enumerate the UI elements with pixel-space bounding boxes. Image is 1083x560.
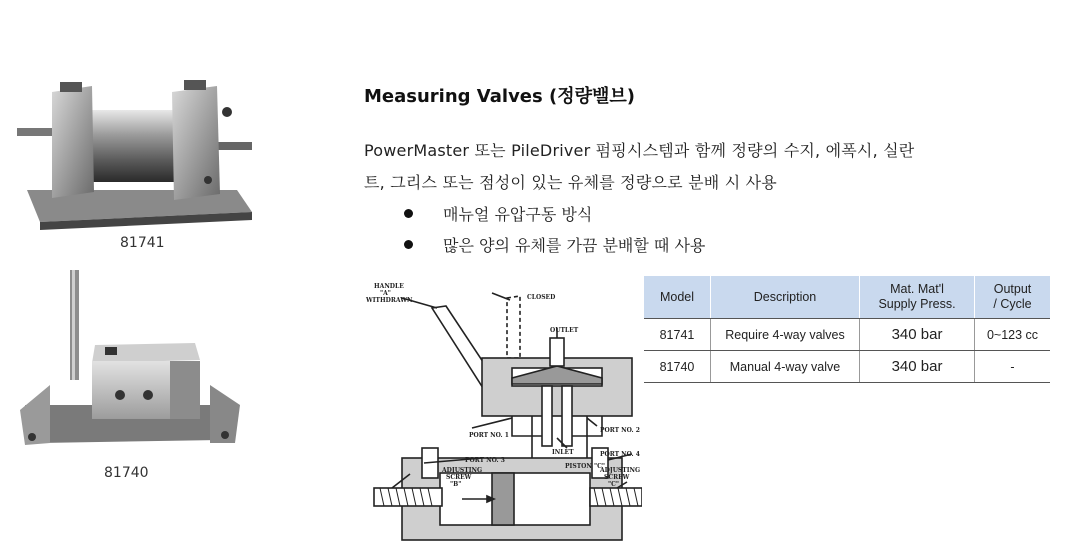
diagram-label-adjusting-c: "C" [608,481,620,488]
bullet-item [404,202,592,225]
table-header-model: Model [644,276,711,319]
diagram-label-port2: PORT NO. 2 [600,427,640,434]
diagram-label-handle: "A" [380,290,391,297]
bullet-dot-icon [404,240,413,249]
table-cell: 81740 [644,351,711,383]
diagram-label-adjusting-b: SCREW [446,474,472,481]
table-header-supply-press: Mat. Mat'l Supply Press. [860,276,975,319]
product-caption-81741: 81741 [120,235,165,251]
bullet-text: 매뉴얼 유압구동 방식 [443,205,593,224]
table-cell: 0~123 cc [975,319,1051,351]
table-header-description: Description [711,276,860,319]
table-cell: Require 4-way valves [711,319,860,351]
table-cell: 340 bar [860,351,975,383]
table-cell: - [975,351,1051,383]
product-image-81741 [12,72,258,230]
description-line-1: PowerMaster 또는 PileDriver 펌핑시스템과 함께 정량의 수지, 에폭시, 실란 [364,141,915,160]
table-header-row [644,276,1050,319]
product-image-81740 [20,265,242,455]
valve-schematic-diagram [362,278,642,550]
bullet-dot-icon [404,209,413,218]
table-row [644,319,1050,351]
table-cell: Manual 4-way valve [711,351,860,383]
bullet-item [404,233,705,256]
diagram-label-closed: CLOSED [527,294,556,301]
diagram-label-port1: PORT NO. 1 [469,432,509,439]
table-cell: 340 bar [860,319,975,351]
diagram-label-port4: PORT NO. 4 [600,451,640,458]
diagram-label-adjusting-b: "B" [450,481,462,488]
diagram-label-port3: PORT NO. 3 [465,457,505,464]
page-title: Measuring Valves (정량밸브) [364,86,635,107]
diagram-label-adjusting-c: ADJUSTING [600,467,641,474]
diagram-label-outlet: OUTLET [550,327,579,334]
product-caption-81740: 81740 [104,465,149,481]
spec-table [644,276,1050,383]
description-line-2: 트, 그리스 또는 점성이 있는 유체를 정량으로 분배 시 사용 [364,173,777,192]
diagram-label-piston: PISTON "C" [565,463,605,470]
diagram-label-inlet: INLET [552,449,574,456]
diagram-label-handle: WITHDRAWN [366,297,413,304]
diagram-label-handle: HANDLE [374,283,404,290]
table-row [644,351,1050,383]
diagram-label-adjusting-b: ADJUSTING [442,467,483,474]
diagram-label-adjusting-c: SCREW [604,474,630,481]
table-header-output: Output / Cycle [975,276,1051,319]
bullet-text: 많은 양의 유체를 가끔 분배할 때 사용 [443,236,706,255]
table-cell: 81741 [644,319,711,351]
